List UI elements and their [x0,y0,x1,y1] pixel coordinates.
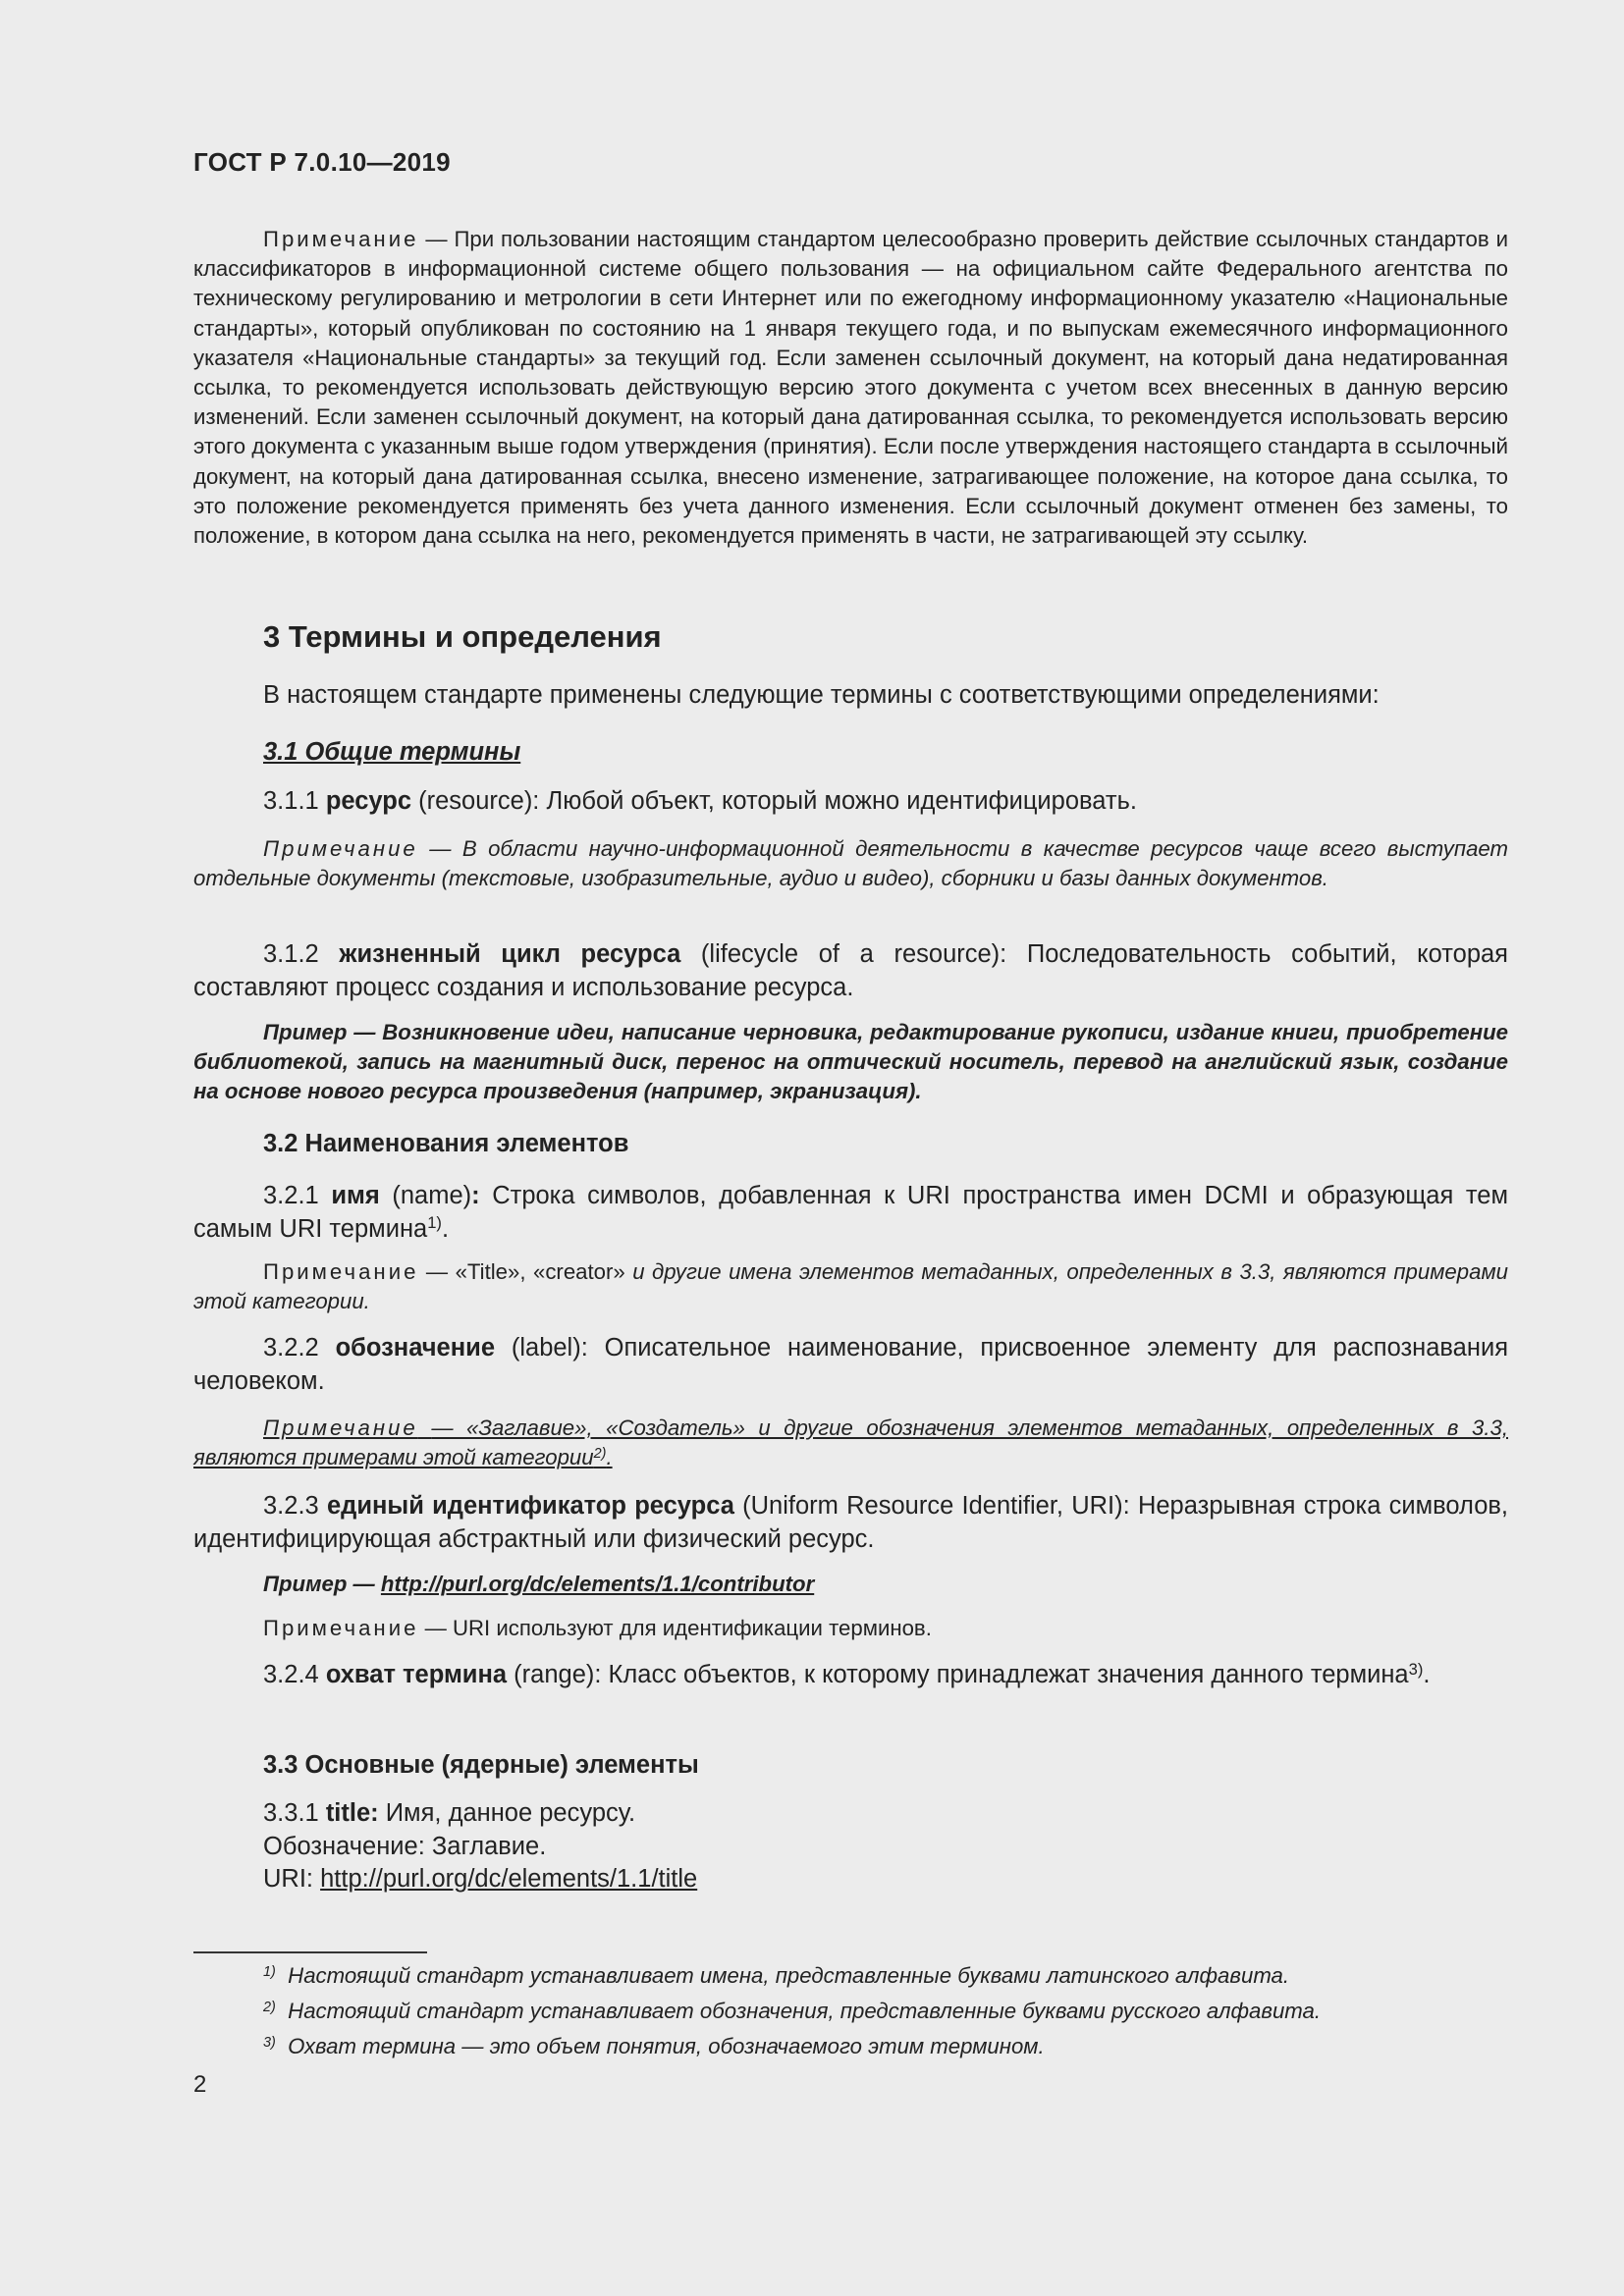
term-3-2-2 [193,1332,1508,1398]
term-name: единый идентификатор ресурса [326,1492,734,1520]
document-header: ГОСТ Р 7.0.10—2019 [193,147,451,177]
term-name: ресурс [325,787,412,815]
footnote-text: Настоящий стандарт устанавливает обозначения, представленные буквами русского алфавита. [288,1999,1322,2023]
term-3-1-1 [193,785,1508,819]
note-text: — URI используют для идентификации терминов. [424,1616,932,1640]
note-text: и другие имена элементов метаданных, определенных в 3.3, являются примерами этой категории. [193,1259,1508,1314]
footnote-text: Настоящий стандарт устанавливает имена, представленные буквами латинского алфавита. [288,1963,1290,1988]
example-3-2-3 [193,1570,1508,1599]
note-end: . [606,1445,613,1470]
term-definition: (lifecycle of a resource): Последовательность событий, которая составляют процесс создания и использование ресурса. [193,940,1508,1001]
term-number: 3.2.3 [263,1492,319,1520]
section-intro: В настоящем стандарте применены следующие термины с соответствующими определениями: [263,681,1380,709]
term-3-2-4 [193,1659,1508,1692]
term-3-1-2 [193,938,1508,1004]
term-number: 3.2.4 [263,1661,319,1688]
note-label: Примечание [263,1415,418,1440]
footnote-mark: 1) [263,1963,276,1980]
term-3-3-1 [263,1797,1508,1896]
term-definition: (range): Класс объектов, к которому принадлежат значения данного термина [507,1661,1409,1688]
term-number: 3.3.1 [263,1799,319,1827]
term-definition: Имя, данное ресурсу. [378,1799,636,1827]
example-link[interactable]: http://purl.org/dc/elements/1.1/contributor [380,1572,815,1596]
note-text-plain: — «Title», «creator» [425,1259,625,1284]
page-number: 2 [193,2071,207,2098]
term-uri-line [263,1863,1508,1896]
term-number: 3.1.2 [263,940,319,968]
footnote-mark: 2) [263,1999,276,2015]
note-3-1-1 [193,834,1508,893]
footnote-3 [263,2034,1045,2059]
footnote-text: Охват термина — это объем понятия, обозначаемого этим термином. [288,2034,1045,2058]
term-definition: (resource): Любой объект, который можно идентифицировать. [411,787,1137,815]
note-label: Примечание [263,1616,419,1640]
term-definition: (Uniform Resource Identifier, URI): Неразрывная строка символов, идентифицирующая абстрактный или физический ресурс. [193,1492,1509,1553]
note-label: Примечание [263,1259,419,1284]
note-text: — «Заглавие», «Создатель» и другие обозначения элементов метаданных, определенных в 3.3, являются примерами этой категории [193,1415,1508,1470]
note-label: Примечание [263,836,418,861]
term-name: title: [325,1799,379,1827]
term-name: обозначение [335,1334,496,1362]
uri-prefix: URI: [263,1865,321,1893]
term-3-2-3 [193,1490,1508,1556]
term-name: жизненный цикл ресурса [339,940,681,968]
subsection-3-3: 3.3 Основные (ядерные) элементы [263,1751,699,1779]
subsection-3-2: 3.2 Наименования элементов [263,1130,629,1157]
term-label-line: Обозначение: Заглавие. [263,1832,547,1860]
section-title: 3 Термины и определения [263,619,662,654]
term-definition: (label): Описательное наименование, присвоенное элементу для распознавания человеком. [193,1334,1508,1395]
term-name: охват термина [325,1661,508,1688]
footnote-2 [263,1999,1321,2024]
term-definition-part: (name) [379,1182,472,1209]
footnote-1 [263,1963,1289,1989]
example-label: Пример — [263,1572,375,1596]
intro-note-text: — При пользовании настоящим стандартом целесообразно проверить действие ссылочных стандартов и классификаторов в информационной системе общего пользования — на официальном сайте Федерального агентства по техническому регулированию и метрологии в сети Интернет или по ежегодному информационному указателю «Национальные стандарты», который опубликован по состоянию на 1 января текущего года, и по выпускам ежемесячного информационного указателя «Национальные стандарты» за текущий год. Если заменен ссылочный документ, на который дана недатированная ссылка, то рекомендуется использовать действующую версию этого документа с учетом всех внесенных в данную версию изменений. Если заменен ссылочный документ, на который дана датированная ссылка, то рекомендуется использовать версию этого документа с указанным выше годом утверждения (принятия). Если после утверждения настоящего стандарта в ссылочный документ, на который дана датированная ссылка, внесено изменение, затрагивающее положение, на которое дана ссылка, то это положение рекомендуется применять без учета данного изменения. Если ссылочный документ отменен без замены, то положение, в котором дана ссылка на него, рекомендуется применять в части, не затрагивающей эту ссылку. [193,227,1508,549]
term-name: имя [331,1182,380,1209]
footnote-ref[interactable]: 3) [1408,1659,1424,1679]
term-3-2-1 [193,1180,1508,1246]
note-label: Примечание [263,227,419,251]
subsection-3-1: 3.1 Общие термины [263,738,521,766]
uri-link[interactable]: http://purl.org/dc/elements/1.1/title [320,1865,698,1893]
term-number: 3.1.1 [263,787,319,815]
note-3-2-2 [193,1414,1508,1472]
term-colon: : [471,1182,480,1209]
note-text: — В области научно-информационной деятельности в качестве ресурсов чаще всего выступает отдельные документы (текстовые, изобразительные, аудио и видео), сборники и базы данных документов. [193,836,1508,891]
footnote-divider [193,1951,427,1953]
term-line [263,1797,1508,1831]
footnote-mark: 3) [263,2034,276,2051]
footnote-ref[interactable]: 1) [427,1213,442,1233]
note-3-2-1 [193,1257,1508,1316]
intro-note [193,225,1508,551]
term-end: . [1423,1661,1431,1688]
term-end: . [441,1214,450,1243]
term-definition: Строка символов, добавленная к URI пространства имен DCMI и образующая тем самым URI термина [193,1182,1508,1243]
note-3-2-3 [193,1614,1508,1643]
example-3-1-2: Пример — Возникновение идеи, написание черновика, редактирование рукописи, издание книги, приобретение библиотекой, запись на магнитный диск, перенос на оптический носитель, перевод на английский язык, создание на основе нового ресурса произведения (например, экранизация). [193,1020,1508,1104]
footnote-ref[interactable]: 2) [593,1446,607,1462]
term-number: 3.2.2 [263,1334,319,1362]
term-number: 3.2.1 [263,1182,319,1209]
